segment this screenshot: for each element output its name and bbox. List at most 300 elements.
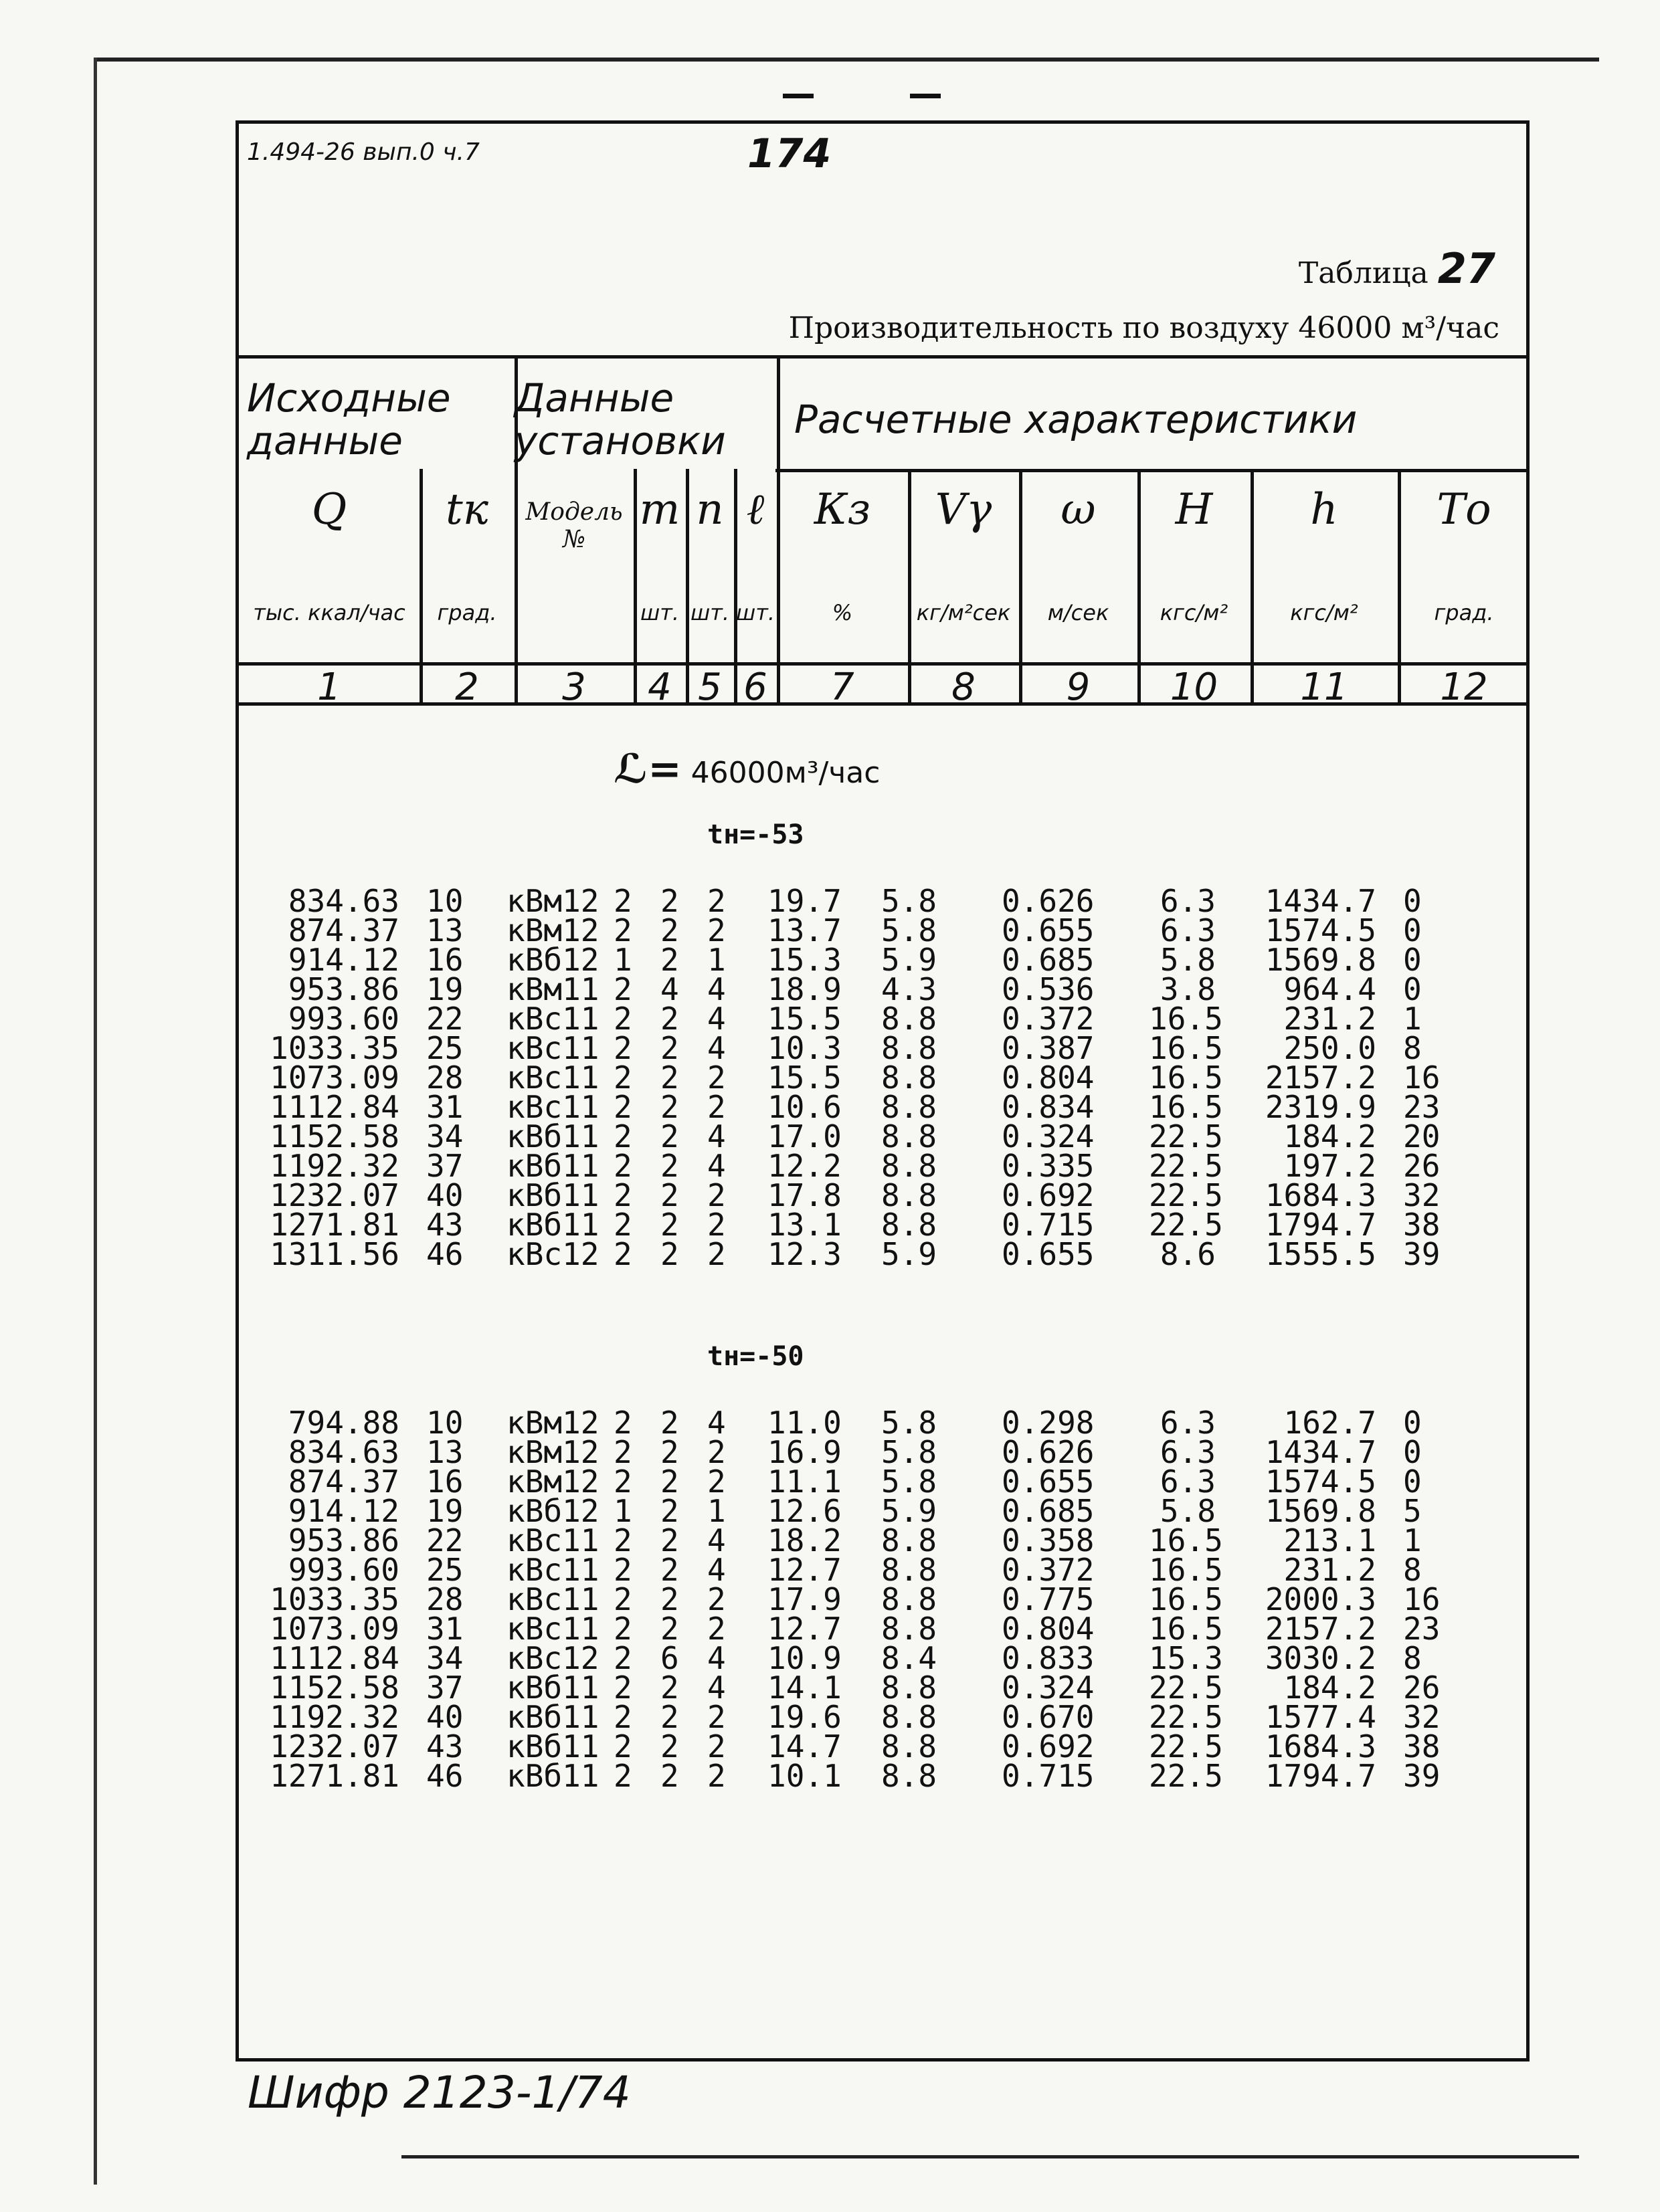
table-cell: 0.655: [1002, 912, 1095, 948]
table-cell: 8.8: [881, 1118, 937, 1154]
table-cell: 40: [426, 1699, 464, 1735]
section-title: tн=-53: [707, 819, 804, 850]
table-cell: 28: [426, 1581, 464, 1617]
table-cell: 2319.9: [1265, 1089, 1376, 1125]
table-cell: 1574.5: [1265, 1464, 1376, 1500]
table-cell: 231.2: [1283, 1552, 1376, 1588]
table-cell: 8.8: [881, 1177, 937, 1213]
table-cell: 2: [614, 1670, 632, 1706]
table-cell: 13.1: [767, 1207, 842, 1243]
table-cell: 2: [660, 1118, 679, 1154]
column-symbol: ω: [1060, 485, 1096, 534]
table-cell: 8.8: [881, 1728, 937, 1765]
table-cell: 2: [614, 1758, 632, 1794]
table-cell: 2: [660, 1177, 679, 1213]
table-cell: 5.9: [881, 1236, 937, 1272]
column-number: 1: [317, 666, 341, 709]
table-cell: 2: [614, 1581, 632, 1617]
column-number: 2: [455, 666, 479, 709]
table-cell: 2: [660, 1434, 679, 1470]
column-number: 7: [830, 666, 854, 709]
table-cell: 39: [1403, 1758, 1441, 1794]
table-cell: 2: [614, 912, 632, 948]
table-cell: 6.3: [1160, 883, 1216, 919]
table-cell: 0.692: [1002, 1177, 1095, 1213]
table-cell: 19.6: [767, 1699, 842, 1735]
table-cell: 1574.5: [1265, 912, 1376, 948]
table-cell: 1684.3: [1265, 1177, 1376, 1213]
table-cell: 25: [426, 1552, 464, 1588]
table-cell: 2: [614, 1148, 632, 1184]
table-cell: 8.8: [881, 1611, 937, 1647]
table-cell: 0: [1403, 883, 1422, 919]
table-cell: 0.358: [1002, 1522, 1095, 1559]
table-cell: 4: [707, 1001, 726, 1037]
table-cell: 2: [614, 1177, 632, 1213]
table-cell: 2: [660, 1699, 679, 1735]
table-cell: 0.655: [1002, 1464, 1095, 1500]
table-cell: 1: [707, 942, 726, 978]
table-cell: 22.5: [1149, 1699, 1223, 1735]
table-cell: 18.9: [767, 971, 842, 1007]
table-row: [239, 1493, 1524, 1529]
group-rule: [775, 469, 1526, 472]
table-row: [239, 1089, 1524, 1125]
table-cell: 26: [1403, 1148, 1441, 1184]
table-cell: кВб12: [506, 1493, 600, 1529]
table-cell: 1: [1403, 1522, 1422, 1559]
table-cell: 8: [1403, 1552, 1422, 1588]
table-row: [239, 1148, 1524, 1184]
table-cell: 2: [614, 971, 632, 1007]
table-cell: 22: [426, 1001, 464, 1037]
table-cell: 993.60: [288, 1001, 399, 1037]
table-cell: 43: [426, 1728, 464, 1765]
table-cell: 914.12: [288, 942, 399, 978]
table-cell: 10: [426, 883, 464, 919]
table-cell: 2: [660, 1522, 679, 1559]
table-cell: 993.60: [288, 1552, 399, 1588]
table-cell: 2: [707, 1434, 726, 1470]
table-cell: 1684.3: [1265, 1728, 1376, 1765]
column-symbol: Tо: [1437, 485, 1491, 534]
table-cell: 15.3: [1149, 1640, 1223, 1676]
table-cell: 874.37: [288, 1464, 399, 1500]
scan-border-top: [94, 58, 1599, 62]
table-cell: 8.6: [1160, 1236, 1216, 1272]
table-cell: 2: [614, 1236, 632, 1272]
column-unit: %: [832, 600, 853, 625]
table-row: [239, 971, 1524, 1007]
column-symbol: H: [1175, 485, 1213, 534]
table-cell: 2: [707, 883, 726, 919]
column-unit: шт.: [640, 600, 680, 625]
page-dash: [910, 94, 941, 98]
table-cell: кВм12: [506, 883, 600, 919]
column-symbol: Модель №: [525, 498, 623, 553]
table-cell: 2: [614, 1464, 632, 1500]
table-row: [239, 1522, 1524, 1559]
table-cell: 16: [1403, 1581, 1441, 1617]
table-cell: 250.0: [1283, 1030, 1376, 1066]
table-cell: 0.324: [1002, 1118, 1095, 1154]
table-cell: 0.834: [1002, 1089, 1095, 1125]
column-unit: кгс/м²: [1160, 600, 1228, 625]
table-row: [239, 1552, 1524, 1588]
table-cell: 1271.81: [270, 1758, 399, 1794]
table-cell: 15.5: [767, 1001, 842, 1037]
table-cell: 2: [614, 1434, 632, 1470]
air-flow-label: ℒ= 46000м³/час: [614, 746, 881, 793]
table-cell: 6.3: [1160, 1405, 1216, 1441]
table-cell: 162.7: [1283, 1405, 1376, 1441]
table-cell: 10.6: [767, 1089, 842, 1125]
table-cell: 13: [426, 912, 464, 948]
page-dash: [783, 94, 814, 98]
table-cell: 2: [707, 1207, 726, 1243]
table-cell: кВм11: [506, 971, 600, 1007]
table-cell: 23: [1403, 1611, 1441, 1647]
table-cell: 184.2: [1283, 1118, 1376, 1154]
table-cell: 8.8: [881, 1522, 937, 1559]
table-cell: 16: [1403, 1060, 1441, 1096]
table-cell: 25: [426, 1030, 464, 1066]
table-cell: 12.3: [767, 1236, 842, 1272]
table-cell: кВб12: [506, 942, 600, 978]
table-cell: 0.372: [1002, 1552, 1095, 1588]
table-cell: 3030.2: [1265, 1640, 1376, 1676]
table-cell: 8.8: [881, 1148, 937, 1184]
table-cell: 5.8: [881, 912, 937, 948]
table-cell: 4: [707, 971, 726, 1007]
table-cell: 0: [1403, 912, 1422, 948]
header-top-rule: [239, 355, 1526, 359]
table-cell: 1: [614, 942, 632, 978]
document-frame: [236, 120, 1530, 2062]
table-cell: 2: [707, 1699, 726, 1735]
table-cell: кВс11: [506, 1552, 600, 1588]
table-cell: 13.7: [767, 912, 842, 948]
table-cell: 1232.07: [270, 1728, 399, 1765]
column-symbol: ℓ: [746, 485, 765, 534]
table-cell: 12.6: [767, 1493, 842, 1529]
table-cell: 8.8: [881, 1581, 937, 1617]
cipher-footer: Шифр 2123-1/74: [248, 2067, 631, 2118]
table-cell: 2: [614, 1118, 632, 1154]
table-row: [239, 1758, 1524, 1794]
table-cell: 6.3: [1160, 1464, 1216, 1500]
table-cell: 2: [614, 1552, 632, 1588]
table-cell: 0.655: [1002, 1236, 1095, 1272]
table-cell: 8: [1403, 1030, 1422, 1066]
table-cell: 1569.8: [1265, 1493, 1376, 1529]
table-cell: 2: [660, 1611, 679, 1647]
table-cell: 0: [1403, 971, 1422, 1007]
table-cell: 197.2: [1283, 1148, 1376, 1184]
table-cell: 43: [426, 1207, 464, 1243]
table-cell: 2: [614, 1060, 632, 1096]
table-cell: 5.8: [1160, 942, 1216, 978]
table-cell: кВм12: [506, 1405, 600, 1441]
table-row: [239, 1581, 1524, 1617]
table-cell: кВс11: [506, 1060, 600, 1096]
table-cell: 5.9: [881, 942, 937, 978]
column-number: 6: [743, 666, 767, 709]
table-cell: кВб11: [506, 1758, 600, 1794]
table-cell: 4.3: [881, 971, 937, 1007]
table-cell: 19: [426, 1493, 464, 1529]
table-cell: 22: [426, 1522, 464, 1559]
table-cell: 1073.09: [270, 1060, 399, 1096]
table-cell: 0.804: [1002, 1611, 1095, 1647]
table-cell: 34: [426, 1118, 464, 1154]
table-cell: 0.715: [1002, 1207, 1095, 1243]
column-number: 10: [1170, 666, 1218, 709]
table-cell: 8.8: [881, 1207, 937, 1243]
table-cell: 184.2: [1283, 1670, 1376, 1706]
column-number: 9: [1066, 666, 1091, 709]
table-cell: 5.8: [881, 1464, 937, 1500]
table-cell: 31: [426, 1089, 464, 1125]
table-cell: кВс12: [506, 1640, 600, 1676]
column-unit: шт.: [735, 600, 775, 625]
table-cell: 2: [660, 1405, 679, 1441]
table-row: [239, 1728, 1524, 1765]
column-symbol: m: [639, 485, 680, 534]
table-cell: 11.1: [767, 1464, 842, 1500]
table-cell: 10.3: [767, 1030, 842, 1066]
table-cell: 16: [426, 942, 464, 978]
column-symbol: Кз: [814, 485, 871, 534]
table-cell: 964.4: [1283, 971, 1376, 1007]
column-unit: м/сек: [1047, 600, 1109, 625]
table-row: [239, 1670, 1524, 1706]
table-cell: 2: [660, 1464, 679, 1500]
table-cell: 22.5: [1149, 1148, 1223, 1184]
table-cell: 1794.7: [1265, 1758, 1376, 1794]
table-cell: 2157.2: [1265, 1060, 1376, 1096]
table-cell: 8.8: [881, 1758, 937, 1794]
table-cell: 0.626: [1002, 883, 1095, 919]
table-cell: 914.12: [288, 1493, 399, 1529]
table-cell: 2157.2: [1265, 1611, 1376, 1647]
table-row: [239, 1236, 1524, 1272]
table-cell: 2: [660, 1493, 679, 1529]
table-cell: 0.775: [1002, 1581, 1095, 1617]
table-cell: 16.5: [1149, 1552, 1223, 1588]
table-cell: 2: [614, 1611, 632, 1647]
table-cell: 8.8: [881, 1060, 937, 1096]
table-cell: 16.5: [1149, 1581, 1223, 1617]
section-title: tн=-50: [707, 1341, 804, 1372]
table-cell: 2: [660, 1030, 679, 1066]
table-cell: 1: [1403, 1001, 1422, 1037]
table-cell: 0.715: [1002, 1758, 1095, 1794]
table-cell: кВб11: [506, 1118, 600, 1154]
table-cell: 834.63: [288, 883, 399, 919]
column-number: 12: [1440, 666, 1488, 709]
table-cell: 1073.09: [270, 1611, 399, 1647]
table-cell: 1434.7: [1265, 883, 1376, 919]
table-cell: 0: [1403, 942, 1422, 978]
table-cell: 12.7: [767, 1552, 842, 1588]
flow-symbol: ℒ=: [614, 746, 682, 793]
table-row: [239, 1640, 1524, 1676]
table-row: [239, 912, 1524, 948]
table-cell: 0.335: [1002, 1148, 1095, 1184]
table-cell: 0.833: [1002, 1640, 1095, 1676]
table-cell: 2: [660, 1581, 679, 1617]
table-cell: 16.5: [1149, 1060, 1223, 1096]
table-cell: 1271.81: [270, 1207, 399, 1243]
column-unit: кг/м²сек: [916, 600, 1011, 625]
table-cell: 22.5: [1149, 1177, 1223, 1213]
table-cell: 16.5: [1149, 1001, 1223, 1037]
table-cell: 8.8: [881, 1030, 937, 1066]
table-cell: 5: [1403, 1493, 1422, 1529]
table-cell: 1569.8: [1265, 942, 1376, 978]
table-cell: 4: [660, 971, 679, 1007]
column-number: 8: [951, 666, 976, 709]
table-cell: 1192.32: [270, 1148, 399, 1184]
table-cell: 40: [426, 1177, 464, 1213]
table-cell: 2: [660, 1148, 679, 1184]
table-cell: 22.5: [1149, 1758, 1223, 1794]
table-cell: 2: [660, 1207, 679, 1243]
table-cell: 1434.7: [1265, 1434, 1376, 1470]
column-number: 11: [1300, 666, 1348, 709]
table-cell: 2: [614, 1030, 632, 1066]
table-cell: 4: [707, 1405, 726, 1441]
table-cell: 0.685: [1002, 942, 1095, 978]
table-cell: 16.5: [1149, 1089, 1223, 1125]
table-cell: 794.88: [288, 1405, 399, 1441]
table-cell: 0.372: [1002, 1001, 1095, 1037]
table-cell: 1577.4: [1265, 1699, 1376, 1735]
table-cell: 2: [660, 1728, 679, 1765]
table-cell: 8.8: [881, 1089, 937, 1125]
table-cell: 2: [707, 1177, 726, 1213]
table-cell: 17.9: [767, 1581, 842, 1617]
table-cell: 10.9: [767, 1640, 842, 1676]
table-cell: 4: [707, 1552, 726, 1588]
table-cell: кВм12: [506, 1464, 600, 1500]
table-cell: 37: [426, 1148, 464, 1184]
table-cell: 953.86: [288, 971, 399, 1007]
table-cell: 1232.07: [270, 1177, 399, 1213]
table-cell: кВм12: [506, 1434, 600, 1470]
column-symbol: h: [1310, 485, 1338, 534]
table-cell: 4: [707, 1522, 726, 1559]
table-cell: 1: [614, 1493, 632, 1529]
table-cell: 1112.84: [270, 1640, 399, 1676]
table-cell: 15.3: [767, 942, 842, 978]
column-unit: град.: [1434, 600, 1494, 625]
table-cell: кВб11: [506, 1177, 600, 1213]
table-cell: 34: [426, 1640, 464, 1676]
table-cell: 18.2: [767, 1522, 842, 1559]
table-cell: 2: [660, 1236, 679, 1272]
table-cell: 23: [1403, 1089, 1441, 1125]
table-cell: 6.3: [1160, 912, 1216, 948]
table-caption: Производительность по воздуху 46000 м³/час: [788, 311, 1499, 345]
table-cell: 5.8: [881, 883, 937, 919]
table-cell: 19: [426, 971, 464, 1007]
table-row: [239, 1177, 1524, 1213]
table-cell: 37: [426, 1670, 464, 1706]
table-cell: 2: [707, 1728, 726, 1765]
table-cell: 2: [660, 883, 679, 919]
table-cell: 0: [1403, 1464, 1422, 1500]
table-cell: 2: [614, 1001, 632, 1037]
group-calculated-characteristics: Расчетные характеристики: [794, 397, 1358, 442]
table-cell: 5.8: [1160, 1493, 1216, 1529]
table-cell: 0: [1403, 1434, 1422, 1470]
column-symbol: Q: [311, 485, 347, 534]
table-cell: 8.4: [881, 1640, 937, 1676]
column-symbol: tк: [446, 485, 488, 534]
table-cell: 2: [660, 1089, 679, 1125]
table-cell: 2: [660, 1001, 679, 1037]
table-cell: 10: [426, 1405, 464, 1441]
table-row: [239, 1405, 1524, 1441]
column-symbol: n: [696, 485, 724, 534]
table-cell: 0.324: [1002, 1670, 1095, 1706]
column-unit: шт.: [690, 600, 730, 625]
table-cell: 4: [707, 1030, 726, 1066]
group-installation-data: Данные установки: [515, 375, 726, 464]
table-cell: 2: [614, 1405, 632, 1441]
table-cell: 5.8: [881, 1434, 937, 1470]
table-row: [239, 1118, 1524, 1154]
table-cell: кВс11: [506, 1001, 600, 1037]
table-cell: 1192.32: [270, 1699, 399, 1735]
table-cell: 1555.5: [1265, 1236, 1376, 1272]
table-cell: 0.670: [1002, 1699, 1095, 1735]
scan-border-left: [94, 58, 97, 2185]
table-cell: 14.7: [767, 1728, 842, 1765]
table-cell: 8.8: [881, 1001, 937, 1037]
table-row: [239, 1464, 1524, 1500]
table-cell: 2: [707, 912, 726, 948]
table-cell: 22.5: [1149, 1728, 1223, 1765]
table-cell: 26: [1403, 1670, 1441, 1706]
table-cell: 28: [426, 1060, 464, 1096]
table-cell: 4: [707, 1118, 726, 1154]
table-cell: 1033.35: [270, 1030, 399, 1066]
table-cell: 874.37: [288, 912, 399, 948]
table-row: [239, 1611, 1524, 1647]
table-cell: 6.3: [1160, 1434, 1216, 1470]
table-cell: 1152.58: [270, 1670, 399, 1706]
table-cell: 11.0: [767, 1405, 842, 1441]
table-cell: 17.0: [767, 1118, 842, 1154]
table-cell: 2: [660, 1060, 679, 1096]
table-cell: 2: [707, 1236, 726, 1272]
table-cell: кВс11: [506, 1030, 600, 1066]
table-cell: 1: [707, 1493, 726, 1529]
table-cell: 22.5: [1149, 1207, 1223, 1243]
table-cell: 2: [707, 1611, 726, 1647]
table-row: [239, 942, 1524, 978]
table-cell: 2: [614, 1699, 632, 1735]
column-number: 3: [562, 666, 586, 709]
column-unit: град.: [437, 600, 497, 625]
table-cell: 1311.56: [270, 1236, 399, 1272]
table-cell: 46: [426, 1758, 464, 1794]
table-cell: кВб11: [506, 1207, 600, 1243]
table-cell: 10.1: [767, 1758, 842, 1794]
